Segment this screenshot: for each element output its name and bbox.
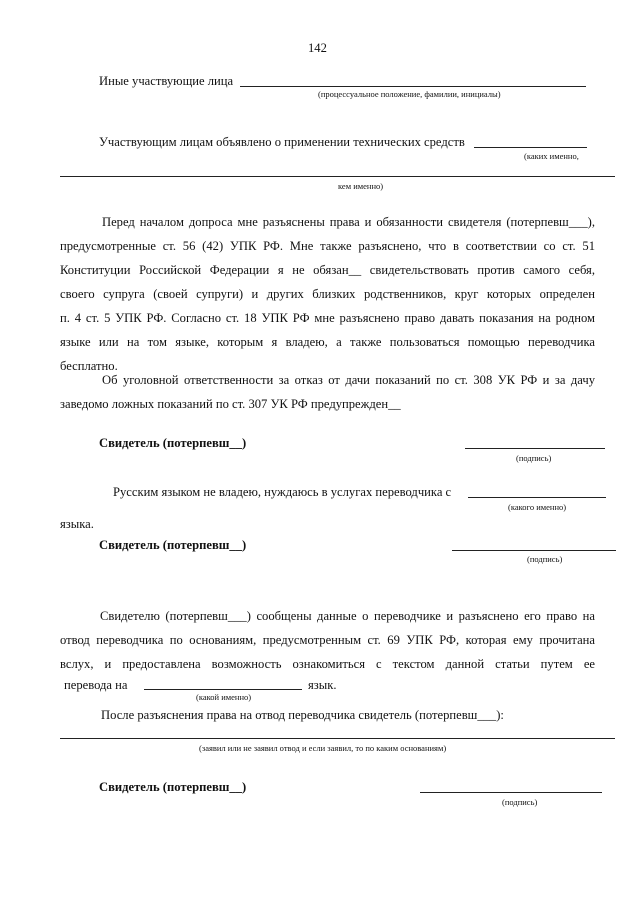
tech-means-line[interactable] [474, 147, 587, 148]
rights-line: Конституции Российской Федерации я не обязан__ свидетельствовать против самого себя, [60, 263, 595, 277]
translator-need-tail: языка. [60, 517, 94, 531]
translation-caption: (какой именно) [196, 692, 252, 702]
other-participants-label: Иные участвующие лица [99, 74, 234, 88]
page-number: 142 [308, 41, 327, 55]
recusal-line[interactable] [60, 738, 615, 739]
translation-language-line[interactable] [144, 689, 302, 690]
translator-line: отвод переводчика по основаниям, предусмотренным ст. 69 УПК РФ, которая ему прочитана [60, 633, 595, 647]
recusal-caption: (заявил или не заявил отвод и если заявил, то по каким основаниям) [199, 743, 447, 753]
rights-line: п. 4 ст. 5 УПК РФ. Согласно ст. 18 УПК РФ мне разъяснено право давать показания на родном [60, 311, 595, 325]
rights-line: своего супруга (своей супруги) и других близких родственников, круг которых определен [60, 287, 595, 301]
liability-line: заведомо ложных показаний по ст. 307 УК РФ предупрежден__ [60, 397, 401, 411]
translator-language-line[interactable] [468, 497, 606, 498]
other-participants-line[interactable] [240, 86, 586, 87]
translator-line: вслух, и предоставлена возможность ознакомиться с текстом данной статьи путем ее [60, 657, 595, 671]
signature-caption-1: (подпись) [516, 453, 552, 463]
signature-line-1[interactable] [465, 448, 605, 449]
tech-means-line-full[interactable] [60, 176, 615, 177]
tech-means-label: Участвующим лицам объявлено о применении технических средств [99, 135, 465, 149]
tech-means-caption-center: кем именно) [338, 181, 384, 191]
witness-label-3: Свидетель (потерпевш__) [99, 780, 247, 794]
witness-label-2: Свидетель (потерпевш__) [99, 538, 247, 552]
translator-line: Свидетелю (потерпевш___) сообщены данные о переводчике и разъяснено его право на [100, 609, 595, 623]
witness-label-1: Свидетель (потерпевш__) [99, 436, 247, 450]
recusal-text: После разъяснения права на отвод переводчика свидетель (потерпевш___): [101, 708, 504, 722]
translation-prefix: перевода на [64, 678, 128, 692]
rights-line: предусмотренные ст. 56 (42) УПК РФ. Мне также разъяснено, что в соответствии со ст. 51 [60, 239, 595, 253]
tech-means-caption-right: (каких именно, [524, 151, 579, 161]
other-participants-caption: (процессуальное положение, фамилии, инициалы) [318, 89, 501, 99]
translator-need-text: Русским языком не владею, нуждаюсь в услугах переводчика с [113, 485, 452, 499]
translator-need-caption: (какого именно) [508, 502, 567, 512]
signature-caption-3: (подпись) [502, 797, 538, 807]
rights-line: языке или на том языке, которым я владею, а также пользоваться помощью переводчика [60, 335, 595, 349]
rights-paragraph [60, 210, 595, 378]
liability-paragraph [60, 368, 595, 416]
rights-line: бесплатно. [60, 359, 118, 373]
rights-line: Перед началом допроса мне разъяснены права и обязанности свидетеля (потерпевш___), [102, 215, 595, 229]
liability-line: Об уголовной ответственности за отказ от дачи показаний по ст. 308 УК РФ и за дачу [102, 373, 595, 387]
signature-line-3[interactable] [420, 792, 602, 793]
translation-suffix: язык. [308, 678, 337, 692]
signature-caption-2: (подпись) [527, 554, 563, 564]
signature-line-2[interactable] [452, 550, 616, 551]
translator-paragraph [60, 604, 595, 676]
